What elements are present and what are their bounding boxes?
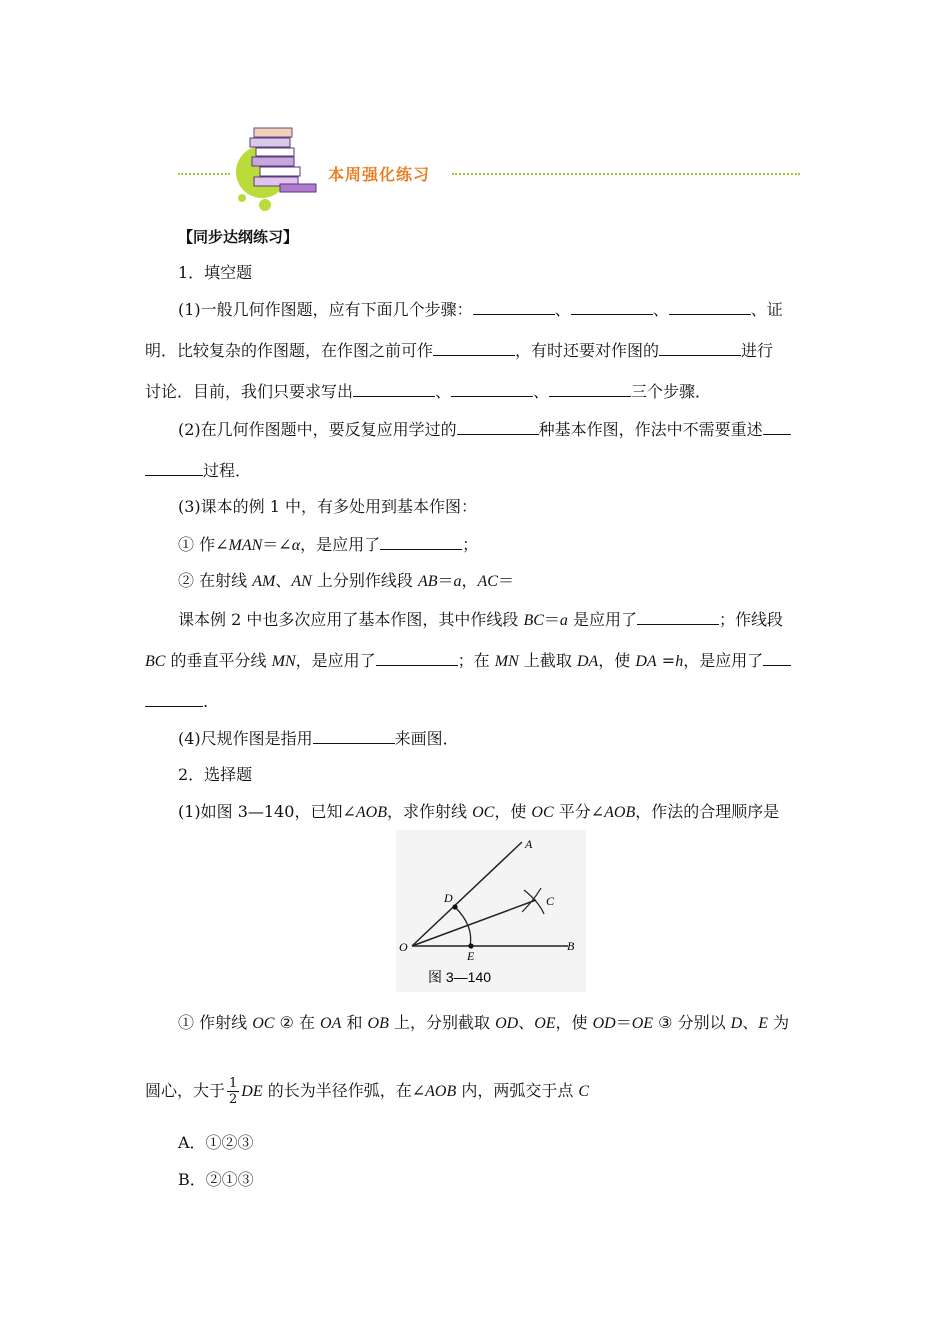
option-b[interactable]: B．②①③	[178, 1170, 254, 1189]
figure-caption: 图 3—140	[428, 969, 492, 985]
point-e	[468, 943, 473, 948]
banner-divider-right	[452, 173, 800, 175]
answer-blank[interactable]	[571, 299, 653, 315]
q1-p3-line6: .	[145, 691, 208, 712]
label-b: B	[567, 939, 575, 953]
answer-blank[interactable]	[659, 340, 741, 356]
banner-divider-left	[178, 173, 230, 175]
section-heading: 【同步达纲练习】	[178, 228, 299, 246]
answer-blank[interactable]	[457, 419, 539, 435]
answer-blank[interactable]	[637, 609, 719, 625]
q1-p4: (4)尺规作图是指用 来画图．	[178, 729, 459, 748]
q1-p3-line3: ② 在射线 AM、AN 上分别作线段 AB＝a，AC＝	[178, 571, 514, 590]
q2-title: 2．选择题	[178, 765, 253, 784]
label-e: E	[467, 949, 475, 963]
books-icon	[232, 120, 324, 216]
label-o: O	[399, 940, 408, 954]
label-d: D	[444, 891, 453, 905]
answer-blank[interactable]	[549, 381, 631, 397]
option-a[interactable]: A．①②③	[178, 1133, 254, 1152]
label-a: A	[525, 837, 533, 851]
q2-steps-line2: 圆心，大于 $\frac{1}{2}$ DE 的长为半径作弧，在∠AOB 内，两弧交于点 C	[145, 1076, 590, 1107]
answer-blank[interactable]	[376, 650, 458, 666]
q1-p3-line4: 课本例 2 中也多次应用了基本作图，其中作线段 BC＝a 是应用了 ；作线段	[178, 610, 784, 629]
q1-p1-line2: 明．比较复杂的作图题，在作图之前可作 ，有时还要对作图的 进行	[145, 341, 774, 360]
answer-blank[interactable]	[763, 419, 791, 435]
answer-blank[interactable]	[763, 650, 791, 666]
q1-p2-line2: 过程．	[145, 460, 251, 481]
answer-blank[interactable]	[451, 381, 533, 397]
q1-p1-line1: (1)一般几何作图题，应有下面几个步骤： 、 、 、证	[178, 300, 783, 319]
q1-p3-line5: BC 的垂直平分线 MN，是应用了 ；在 MN 上截取 DA，使 DA =h，是应用了	[145, 650, 791, 672]
answer-blank[interactable]	[313, 728, 395, 744]
answer-blank[interactable]	[473, 299, 555, 315]
q1-p2-line1: (2)在几何作图题中，要反复应用学过的 种基本作图，作法中不需要重述	[178, 419, 791, 440]
q1-p3-line1: (3)课本的例 1 中，有多处用到基本作图：	[178, 497, 478, 516]
answer-blank[interactable]	[353, 381, 435, 397]
point-d	[452, 904, 457, 909]
q2-steps-line1: ① 作射线 OC ② 在 OA 和 OB 上，分别截取 OD、OE，使 OD＝OE ③ 分别以 D、E 为	[178, 1013, 790, 1032]
answer-blank[interactable]	[433, 340, 515, 356]
answer-blank[interactable]	[145, 691, 203, 707]
q2-p1: (1)如图 3—140，已知∠AOB，求作射线 OC，使 OC 平分∠AOB，作法的合理顺序是	[178, 802, 780, 821]
q1-p3-line2: ① 作∠MAN＝∠α，是应用了 ；	[178, 535, 479, 554]
q1-title: 1．填空题	[178, 263, 253, 282]
answer-blank[interactable]	[145, 460, 203, 476]
q1-p1-line3: 讨论．目前，我们只要求写出 、 、 三个步骤．	[145, 382, 712, 401]
figure-3-140	[396, 830, 586, 992]
banner-title: 本周强化练习	[328, 165, 431, 184]
fraction-one-half: $\frac{1}{2}$	[229, 1076, 238, 1107]
label-c: C	[546, 894, 555, 908]
answer-blank[interactable]	[380, 534, 462, 550]
answer-blank[interactable]	[669, 299, 751, 315]
